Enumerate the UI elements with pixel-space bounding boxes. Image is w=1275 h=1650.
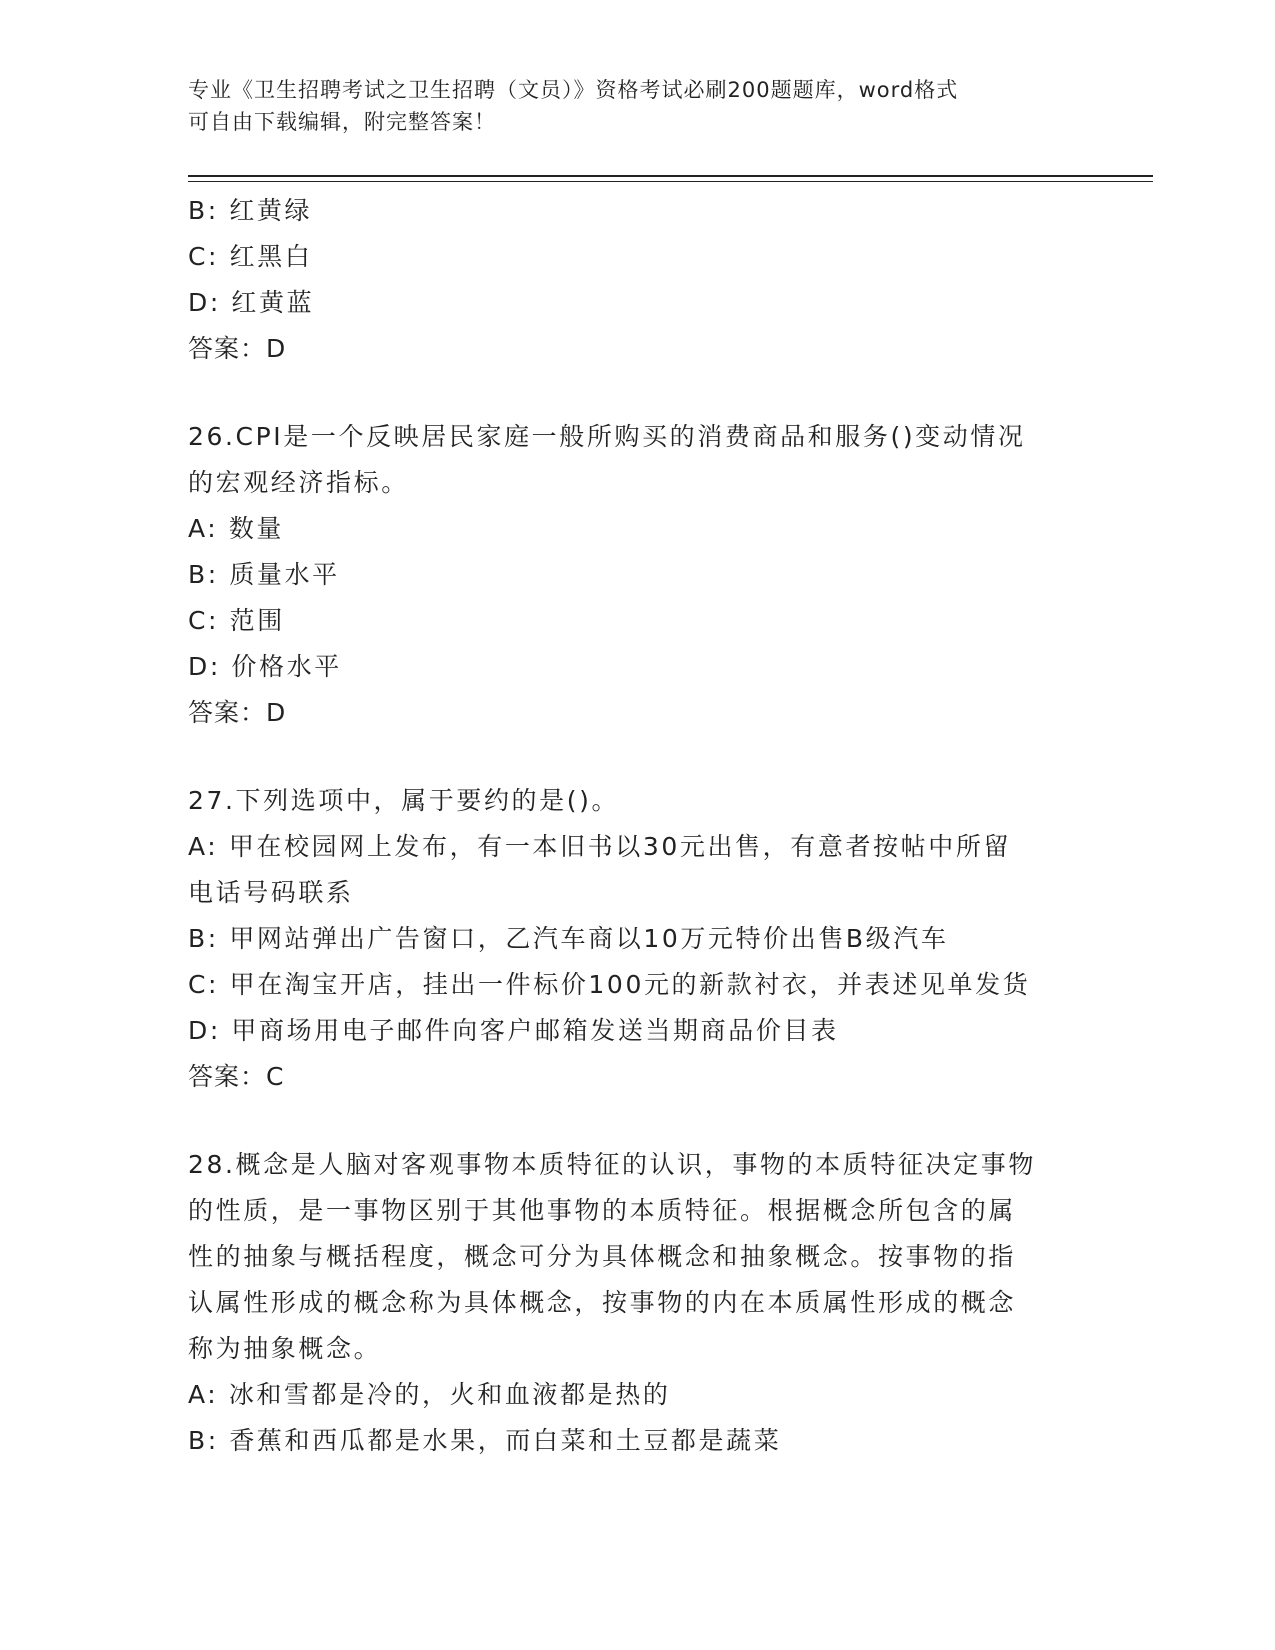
answer-line: 答案：D: [188, 698, 287, 727]
answer-line: 答案：D: [188, 334, 287, 363]
question-25-continued: [188, 188, 1088, 372]
question-27: [188, 778, 1088, 1100]
question-28: [188, 1142, 1088, 1464]
question-stem-line: 26.CPI是一个反映居民家庭一般所购买的消费商品和服务()变动情况: [188, 422, 1026, 451]
question-content: [188, 188, 1088, 1464]
header-line-2: 可自由下载编辑，附完整答案！: [188, 110, 496, 134]
option-a: A: 甲在校园网上发布，有一本旧书以30元出售，有意者按帖中所留: [188, 832, 1012, 861]
question-stem-line: 27.下列选项中，属于要约的是()。: [188, 786, 620, 815]
option-c: C: 范围: [188, 606, 285, 635]
header-divider-thick: [188, 175, 1153, 177]
document-header: [188, 74, 1058, 138]
header-line-1: 专业《卫生招聘考试之卫生招聘（文员）》资格考试必刷200题题库，word格式: [188, 78, 959, 102]
question-26: [188, 414, 1088, 736]
option-b: B: 质量水平: [188, 560, 340, 589]
option-d: D: 甲商场用电子邮件向客户邮箱发送当期商品价目表: [188, 1016, 839, 1045]
spacer: [188, 736, 1088, 778]
question-stem-line: 的性质，是一事物区别于其他事物的本质特征。根据概念所包含的属: [188, 1196, 1017, 1225]
answer-line: 答案：C: [188, 1062, 285, 1091]
question-stem-line: 认属性形成的概念称为具体概念，按事物的内在本质属性形成的概念: [188, 1288, 1017, 1317]
option-a: A: 数量: [188, 514, 285, 543]
option-a-continued: 电话号码联系: [188, 878, 354, 907]
option-b: B: 红黄绿: [188, 196, 313, 225]
option-d: D: 价格水平: [188, 652, 342, 681]
question-stem-line: 28.概念是人脑对客观事物本质特征的认识，事物的本质特征决定事物: [188, 1150, 1036, 1179]
question-stem-line: 的宏观经济指标。: [188, 468, 409, 497]
option-a: A: 冰和雪都是冷的，火和血液都是热的: [188, 1380, 671, 1409]
option-b: B: 甲网站弹出广告窗口，乙汽车商以10万元特价出售B级汽车: [188, 924, 949, 953]
option-c: C: 红黑白: [188, 242, 313, 271]
option-d: D: 红黄蓝: [188, 288, 315, 317]
spacer: [188, 1100, 1088, 1142]
question-stem-line: 称为抽象概念。: [188, 1334, 382, 1363]
header-divider-thin: [188, 181, 1153, 182]
option-c: C: 甲在淘宝开店，挂出一件标价100元的新款衬衣，并表述见单发货: [188, 970, 1031, 999]
option-b: B: 香蕉和西瓜都是水果，而白菜和土豆都是蔬菜: [188, 1426, 782, 1455]
spacer: [188, 372, 1088, 414]
question-stem-line: 性的抽象与概括程度，概念可分为具体概念和抽象概念。按事物的指: [188, 1242, 1017, 1271]
